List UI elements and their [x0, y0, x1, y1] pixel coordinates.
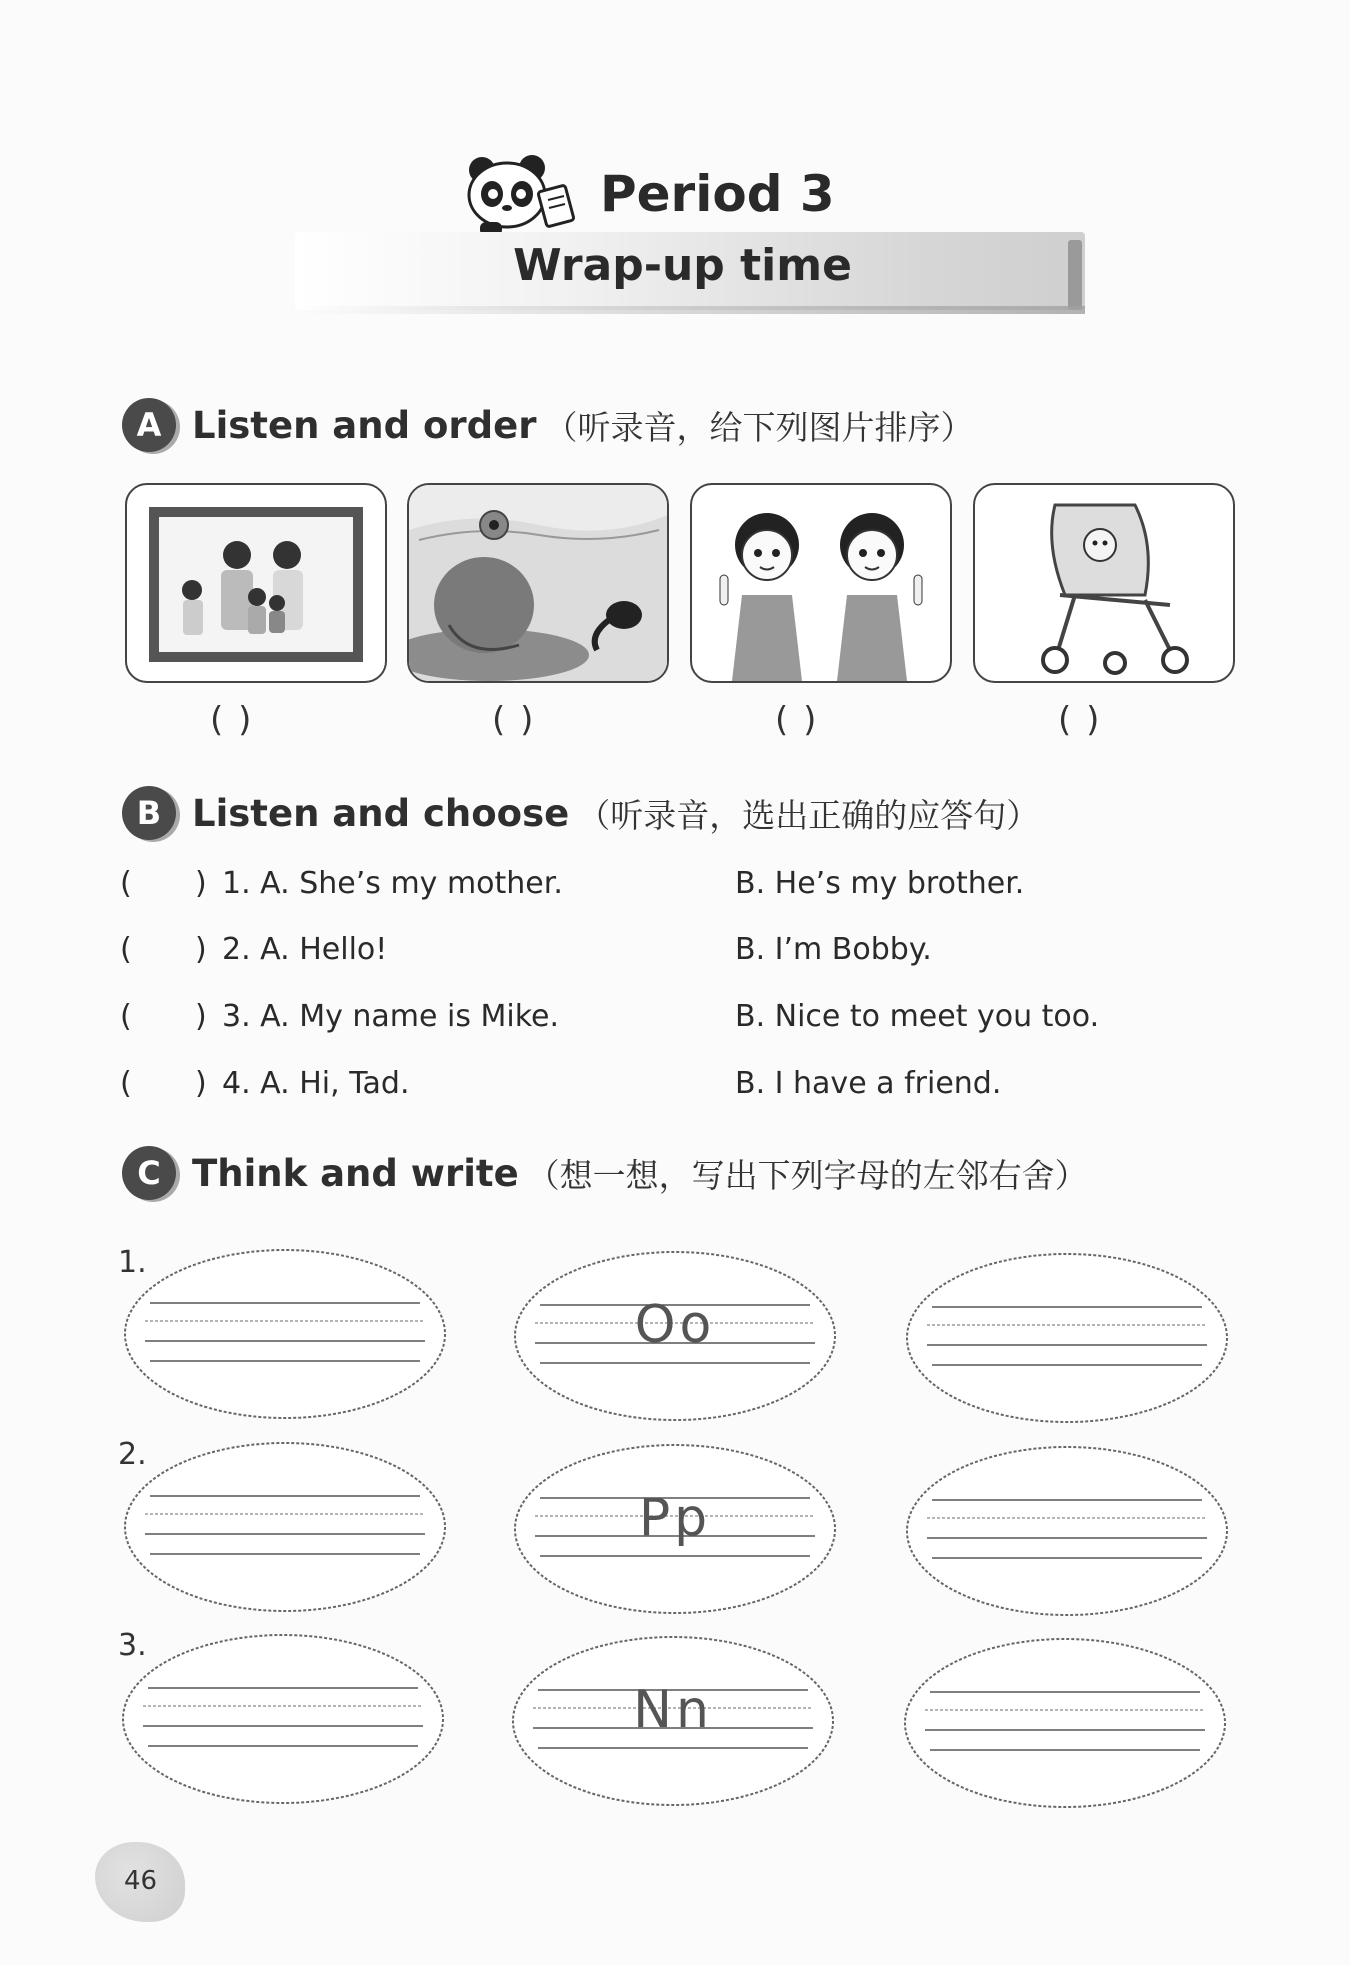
option-a: 4. A. Hi, Tad.: [222, 1066, 410, 1101]
option-b: B. I have a friend.: [735, 1066, 1002, 1101]
section-b-instruction: （听录音，选出正确的应答句）: [577, 795, 1040, 835]
answer-blank[interactable]: ( ): [492, 700, 536, 740]
given-letter: Oo: [634, 1295, 716, 1355]
section-c-heading: [122, 1146, 1088, 1200]
answer-bracket-close[interactable]: ): [195, 999, 207, 1034]
option-a: 3. A. My name is Mike.: [222, 999, 560, 1034]
letter-oval-given: [510, 1440, 840, 1618]
answer-bracket-open[interactable]: (: [120, 1066, 132, 1101]
section-c-instruction: （想一想，写出下列字母的左邻右舍）: [526, 1155, 1088, 1195]
letter-oval-right[interactable]: [902, 1442, 1232, 1620]
letter-oval-right[interactable]: [900, 1634, 1230, 1812]
section-a-instruction: （听录音，给下列图片排序）: [544, 407, 974, 447]
answer-blank[interactable]: ( ): [210, 700, 254, 740]
section-a-title: Listen and order: [192, 403, 537, 447]
answer-bracket-close[interactable]: ): [195, 932, 207, 967]
picture-family-photo: [125, 483, 387, 683]
picture-frog-and-tadpole: [407, 483, 669, 683]
row-number: 2.: [118, 1437, 147, 1472]
question-row: [120, 1066, 1220, 1114]
option-b: B. Nice to meet you too.: [735, 999, 1100, 1034]
letter-oval-left[interactable]: [120, 1438, 450, 1616]
letter-oval-left[interactable]: [120, 1245, 450, 1423]
row-number: 1.: [118, 1245, 147, 1280]
picture-twin-girls: [690, 483, 952, 683]
letter-oval-left[interactable]: [118, 1630, 448, 1808]
question-row: [120, 999, 1220, 1047]
section-b-title: Listen and choose: [192, 791, 570, 835]
answer-blank[interactable]: ( ): [1058, 700, 1102, 740]
title-ribbon-shadow: [300, 306, 1085, 314]
letter-oval-right[interactable]: [902, 1249, 1232, 1427]
section-b-badge: B: [122, 786, 176, 840]
panda-mascot-icon: [460, 150, 580, 240]
option-b: B. He’s my brother.: [735, 866, 1025, 901]
option-b: B. I’m Bobby.: [735, 932, 932, 967]
letter-oval-given: [508, 1632, 838, 1810]
option-a: 2. A. Hello!: [222, 932, 388, 967]
question-row: [120, 932, 1220, 980]
section-b-heading: [122, 786, 1039, 840]
option-a: 1. A. She’s my mother.: [222, 866, 563, 901]
answer-bracket-open[interactable]: (: [120, 866, 132, 901]
page-number: 46: [124, 1866, 158, 1896]
section-c-title: Think and write: [192, 1151, 519, 1195]
row-number: 3.: [118, 1628, 147, 1663]
given-letter: Pp: [638, 1488, 712, 1548]
letter-oval-given: [510, 1247, 840, 1425]
section-c-badge: C: [122, 1146, 176, 1200]
answer-bracket-close[interactable]: ): [195, 866, 207, 901]
question-row: [120, 866, 1220, 914]
picture-baby-in-stroller: [973, 483, 1235, 683]
section-a-badge: A: [122, 398, 176, 452]
given-letter: Nn: [633, 1680, 713, 1740]
page-title: Period 3: [600, 165, 835, 223]
title-ribbon-edge: [1068, 240, 1082, 310]
answer-bracket-open[interactable]: (: [120, 999, 132, 1034]
page-subtitle: Wrap-up time: [513, 240, 852, 291]
answer-blank[interactable]: ( ): [775, 700, 819, 740]
answer-bracket-close[interactable]: ): [195, 1066, 207, 1101]
answer-bracket-open[interactable]: (: [120, 932, 132, 967]
section-a-heading: [122, 398, 973, 452]
